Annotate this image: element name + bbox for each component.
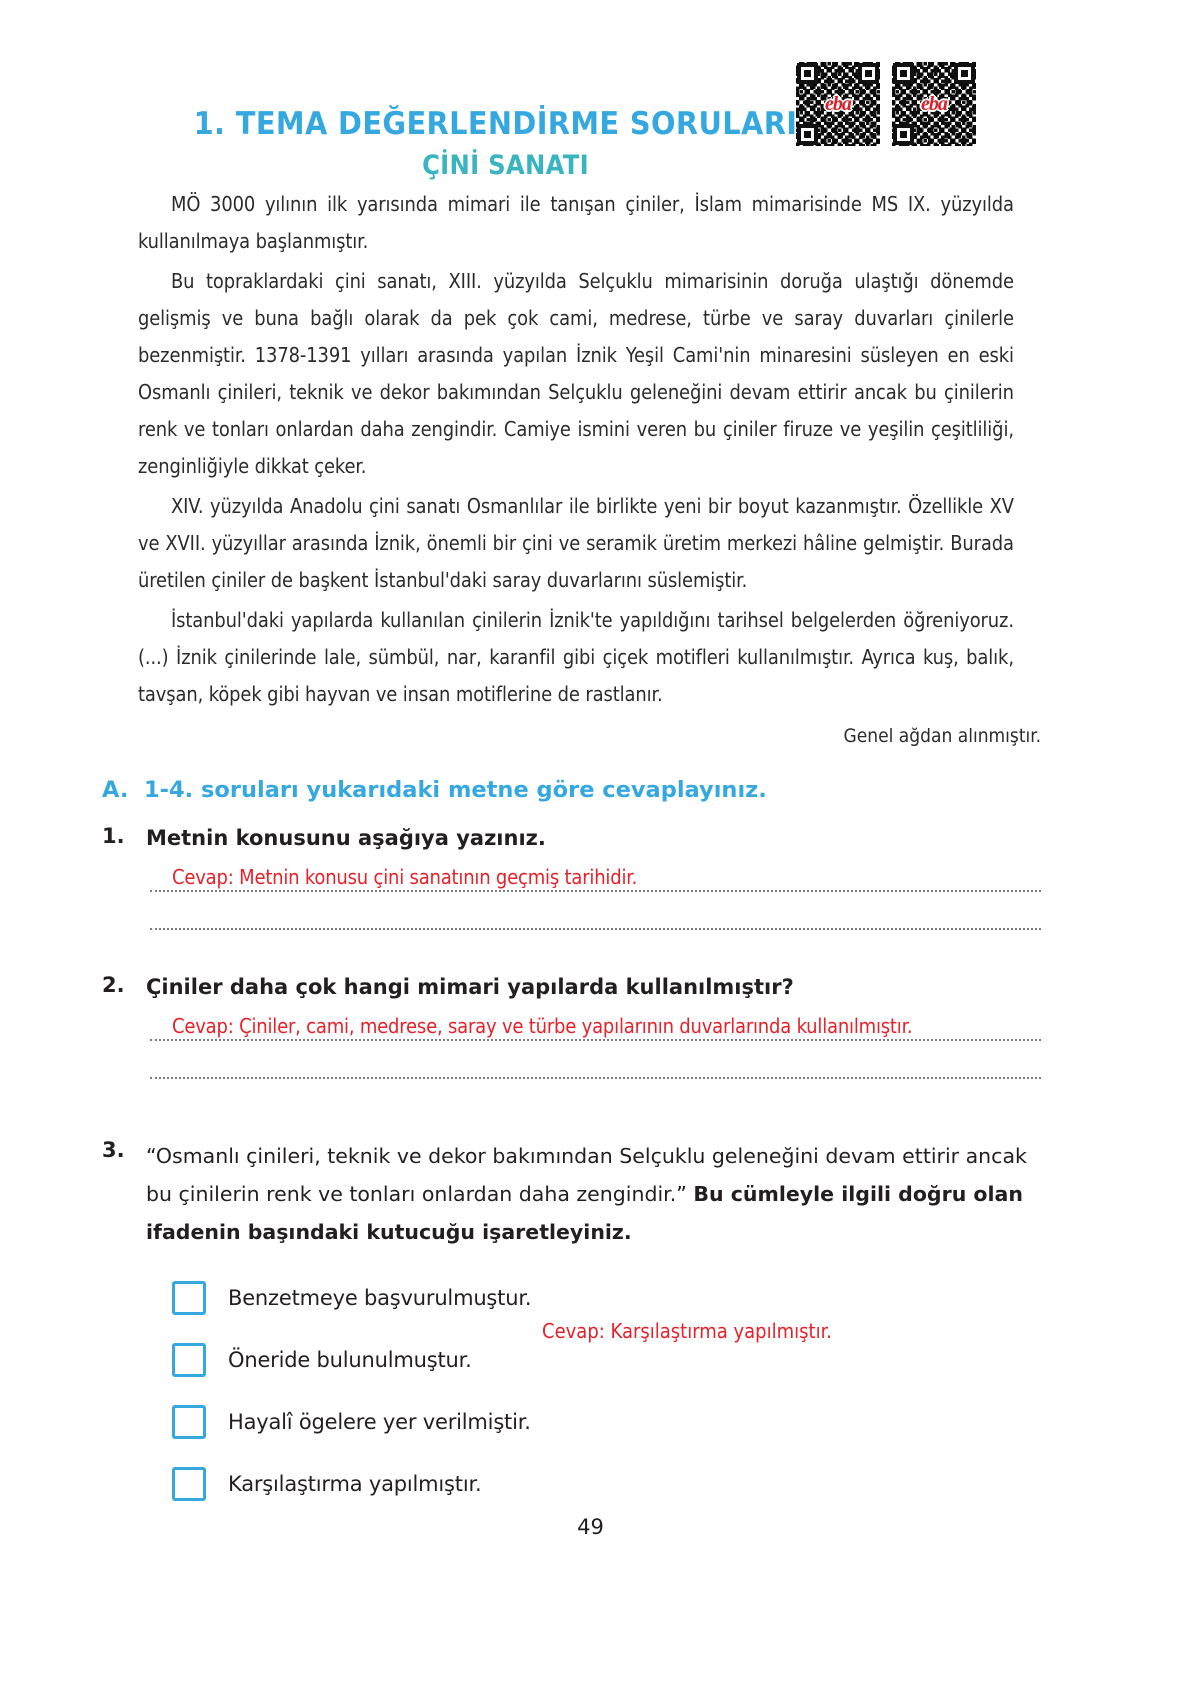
passage-paragraph: XIV. yüzyılda Anadolu çini sanatı Osmanlılar ile birlikte yeni bir boyut kazanmıştır. Özellikle XV ve XVII. yüzyıllar arasında İznik, önemli bir çini ve seramik üretim merkezi hâline gelmiştir. Burada üretilen çiniler de başkent İstanbul'daki saray duvarlarını süslemiştir. xyxy=(138,494,1014,592)
answer-area-2[interactable] xyxy=(150,1009,1041,1085)
option-label: Hayalî ögelere yer verilmiştir. xyxy=(228,1410,531,1434)
checkbox-icon[interactable] xyxy=(172,1467,206,1501)
answer-line-blank[interactable] xyxy=(150,898,1041,936)
option-item[interactable] xyxy=(172,1453,1041,1515)
answer-rule xyxy=(150,1077,1041,1079)
section-a-heading xyxy=(102,777,1041,803)
answer-line-filled[interactable] xyxy=(150,1009,1041,1047)
question-text: Çiniler daha çok hangi mimari yapılarda kullanılmıştır? xyxy=(146,975,794,999)
page-content xyxy=(0,186,1181,1515)
option-label: Öneride bulunulmuştur. xyxy=(228,1348,472,1372)
handwritten-answer: Cevap: Metnin konusu çini sanatının geçmiş tarihidir. xyxy=(172,865,638,889)
question-2 xyxy=(102,972,1041,1002)
options-container xyxy=(138,1267,1041,1515)
handwritten-answer: Cevap: Çiniler, cami, medrese, saray ve türbe yapılarının duvarlarında kullanılmıştır. xyxy=(172,1014,913,1038)
option-item[interactable] xyxy=(172,1391,1041,1453)
answer-rule xyxy=(150,928,1041,930)
option-label: Benzetmeye başvurulmuştur. xyxy=(228,1286,532,1310)
checkbox-icon[interactable] xyxy=(172,1281,206,1315)
eba-logo-icon: eba xyxy=(921,93,947,115)
checkbox-icon[interactable] xyxy=(172,1405,206,1439)
passage-paragraph: İstanbul'daki yapılarda kullanılan çinilerin İznik'te yapıldığını tarihsel belgelerden öğreniyoruz. (...) İznik çinilerinde lale, sümbül, nar, karanfil gibi çiçek motifleri kullanılmıştır. Ayrıca kuş, balık, tavşan, köpek gibi hayvan ve insan motiflerine de rastlanır. xyxy=(138,608,1014,706)
option-list xyxy=(172,1267,1041,1515)
question-text xyxy=(146,1137,1041,1251)
answer-area-1[interactable] xyxy=(150,860,1041,936)
checkbox-icon[interactable] xyxy=(172,1343,206,1377)
option-label: Karşılaştırma yapılmıştır. xyxy=(228,1472,482,1496)
page-number: 49 xyxy=(577,1515,604,1539)
question-number: 3. xyxy=(102,1138,125,1162)
handwritten-answer: Cevap: Karşılaştırma yapılmıştır. xyxy=(542,1319,832,1343)
question-1 xyxy=(102,823,1041,853)
page-subtitle: ÇİNİ SANATI xyxy=(422,150,589,181)
passage-paragraph: Bu topraklardaki çini sanatı, XIII. yüzyılda Selçuklu mimarisinin doruğa ulaştığı dönemde gelişmiş ve buna bağlı olarak da pek çok cami, medrese, türbe ve saray duvarları çinilerle bezenmiştir. 1378-1391 yılları arasında yapılan İznik Yeşil Cami'nin minaresini süsleyen en eski Osmanlı çinileri, teknik ve dekor bakımından Selçuklu geleneğini devam ettirir ancak bu çinilerin renk ve tonları onlardan daha zengindir. Camiye ismini veren bu çiniler firuze ve yeşilin çeşitliliği, zenginliğiyle dikkat çeker. xyxy=(138,269,1014,478)
reading-passage xyxy=(138,186,1041,747)
page-title: 1. TEMA DEĞERLENDİRME SORULARI xyxy=(193,106,798,142)
section-instruction: 1-4. soruları yukarıdaki metne göre cevaplayınız. xyxy=(144,777,767,803)
question-directive: Bu cümleyle ilgili doğru olan ifadenin başındaki kutucuğu işaretleyiniz. xyxy=(146,1182,1023,1244)
page-header xyxy=(0,0,1181,181)
question-number: 1. xyxy=(102,824,125,848)
section-letter: A. xyxy=(102,777,129,803)
question-3 xyxy=(102,1137,1041,1251)
answer-rule xyxy=(150,1039,1041,1041)
question-text: Metnin konusunu aşağıya yazınız. xyxy=(146,826,546,850)
answer-rule xyxy=(150,890,1041,892)
answer-line-blank[interactable] xyxy=(150,1047,1041,1085)
eba-logo-icon: eba xyxy=(825,93,851,115)
passage-source: Genel ağdan alınmıştır. xyxy=(843,725,1041,747)
answer-line-filled[interactable] xyxy=(150,860,1041,898)
passage-paragraph: MÖ 3000 yılının ilk yarısında mimari ile tanışan çiniler, İslam mimarisinde MS IX. yüzyılda kullanılmaya başlanmıştır. xyxy=(138,192,1014,253)
question-quote: “Osmanlı çinileri, teknik ve dekor bakımından Selçuklu geleneğini devam ettirir ancak bu çinilerin renk ve tonları onlardan daha zengindir.” xyxy=(146,1144,1027,1206)
question-number: 2. xyxy=(102,973,125,997)
